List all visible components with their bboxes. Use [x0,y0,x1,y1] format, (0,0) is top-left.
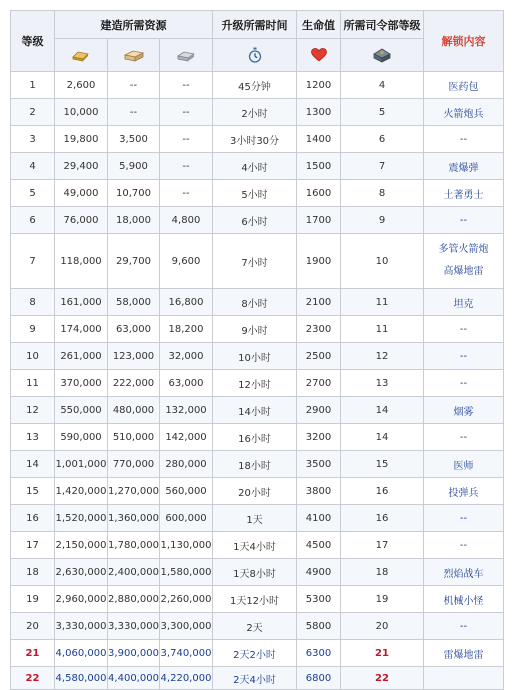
unlock-item: -- [459,377,468,389]
header-hp: 生命值 [297,11,341,39]
level-cell: 18 [11,559,55,586]
table-row [11,207,504,234]
upgrade-table [10,10,504,690]
table-row [11,505,504,532]
level-cell: 8 [11,289,55,316]
unlock-cell [424,370,504,397]
unlock-item: 烈焰战车 [443,568,484,580]
unlock-item: 机械小怪 [443,595,484,607]
hq-level-cell: 11 [341,316,424,343]
hq-level-cell: 16 [341,478,424,505]
hp-cell: 3500 [297,451,341,478]
hq-level-cell: 21 [341,640,424,667]
table-row [11,234,504,289]
wood-cost-cell: 510,000 [108,424,160,451]
unlock-cell [424,343,504,370]
gold-cost-cell: 4,580,000 [55,667,108,690]
headquarters-icon [372,47,392,63]
wood-cost-cell: -- [108,99,160,126]
gold-cost-cell: 370,000 [55,370,108,397]
unlock-item: 烟雾 [453,406,474,418]
iron-cost-cell: -- [160,180,213,207]
hp-cell: 6300 [297,640,341,667]
unlock-item: -- [459,512,468,524]
table-row [11,586,504,613]
table-row [11,343,504,370]
iron-cost-cell: 2,260,000 [160,586,213,613]
iron-cost-cell: -- [160,126,213,153]
upgrade-time-cell: 3小时30分 [213,126,297,153]
table-row [11,126,504,153]
gold-cost-cell: 19,800 [55,126,108,153]
table-row [11,316,504,343]
level-cell: 12 [11,397,55,424]
header-resources: 建造所需资源 [55,11,213,39]
hq-level-cell: 5 [341,99,424,126]
hp-cell: 2300 [297,316,341,343]
hq-level-cell: 22 [341,667,424,690]
hp-cell: 1200 [297,72,341,99]
hp-cell: 3800 [297,478,341,505]
iron-cost-cell: 4,800 [160,207,213,234]
hq-level-cell: 15 [341,451,424,478]
wood-cost-cell: 480,000 [108,397,160,424]
wood-cost-cell: 1,780,000 [108,532,160,559]
level-cell: 9 [11,316,55,343]
iron-cost-cell: 63,000 [160,370,213,397]
table-row [11,613,504,640]
hq-level-cell: 19 [341,586,424,613]
hq-level-cell: 13 [341,370,424,397]
upgrade-time-cell: 14小时 [213,397,297,424]
unlock-item: 土著勇士 [443,189,484,201]
gold-cost-cell: 261,000 [55,343,108,370]
gold-cost-cell: 1,001,000 [55,451,108,478]
upgrade-time-cell: 12小时 [213,370,297,397]
table-row [11,153,504,180]
level-cell: 10 [11,343,55,370]
hp-column-header [297,39,341,72]
gold-cost-cell: 3,330,000 [55,613,108,640]
iron-column-header [160,39,213,72]
upgrade-time-cell: 20小时 [213,478,297,505]
hp-cell: 1900 [297,234,341,289]
gold-cost-cell: 2,600 [55,72,108,99]
unlock-cell [424,397,504,424]
table-row [11,180,504,207]
unlock-item: 医师 [453,460,474,472]
unlock-cell [424,478,504,505]
iron-cost-cell: 560,000 [160,478,213,505]
table-row [11,667,504,690]
unlock-cell [424,559,504,586]
level-cell: 13 [11,424,55,451]
wood-cost-cell: 29,700 [108,234,160,289]
level-cell: 17 [11,532,55,559]
hq-level-cell: 4 [341,72,424,99]
upgrade-time-cell: 6小时 [213,207,297,234]
hp-cell: 4900 [297,559,341,586]
level-cell: 4 [11,153,55,180]
level-cell: 15 [11,478,55,505]
hq-level-cell: 7 [341,153,424,180]
upgrade-time-cell: 8小时 [213,289,297,316]
gold-column-header [55,39,108,72]
unlock-cell [424,153,504,180]
unlock-item: 高爆地雷 [443,266,484,277]
wood-cost-cell: 1,360,000 [108,505,160,532]
hq-level-cell: 11 [341,289,424,316]
hq-level-cell: 14 [341,424,424,451]
wood-cost-cell: 18,000 [108,207,160,234]
iron-cost-cell: 4,220,000 [160,667,213,690]
level-cell: 7 [11,234,55,289]
wood-cost-cell: 222,000 [108,370,160,397]
hp-cell: 1400 [297,126,341,153]
hp-cell: 5800 [297,613,341,640]
gold-cost-cell: 10,000 [55,99,108,126]
level-cell: 5 [11,180,55,207]
table-row [11,424,504,451]
wood-column-header [108,39,160,72]
iron-cost-cell: -- [160,99,213,126]
upgrade-time-cell: 45分钟 [213,72,297,99]
unlock-cell [424,640,504,667]
iron-cost-cell: 1,580,000 [160,559,213,586]
wood-cost-cell: 5,900 [108,153,160,180]
hq-level-cell: 17 [341,532,424,559]
gold-cost-cell: 49,000 [55,180,108,207]
upgrade-time-cell: 7小时 [213,234,297,289]
wood-cost-cell: 3,330,000 [108,613,160,640]
hp-cell: 2100 [297,289,341,316]
table-row [11,397,504,424]
hp-cell: 4500 [297,532,341,559]
gold-cost-cell: 118,000 [55,234,108,289]
gold-bars-icon [70,47,92,63]
unlock-cell [424,505,504,532]
iron-cost-cell: 3,740,000 [160,640,213,667]
upgrade-time-cell: 4小时 [213,153,297,180]
wood-cost-cell: 3,500 [108,126,160,153]
wood-cost-cell: 3,900,000 [108,640,160,667]
unlock-item: -- [459,620,468,632]
hq-level-cell: 9 [341,207,424,234]
unlock-item: 震爆弹 [448,162,479,174]
unlock-item: 雷爆地雷 [443,649,484,661]
level-cell: 19 [11,586,55,613]
unlock-cell [424,586,504,613]
level-cell: 20 [11,613,55,640]
unlock-cell [424,126,504,153]
iron-cost-cell: 32,000 [160,343,213,370]
table-row [11,370,504,397]
header-time: 升级所需时间 [213,11,297,39]
hp-cell: 5300 [297,586,341,613]
unlock-item: 坦克 [453,298,474,310]
upgrade-time-cell: 10小时 [213,343,297,370]
iron-ingot-icon [175,47,197,63]
hq-level-cell: 16 [341,505,424,532]
unlock-item: -- [459,133,468,145]
table-row [11,451,504,478]
unlock-item: -- [459,431,468,443]
table-row [11,72,504,99]
unlock-cell [424,451,504,478]
unlock-cell [424,667,504,690]
hp-cell: 4100 [297,505,341,532]
upgrade-time-cell: 2天4小时 [213,667,297,690]
wood-cost-cell: 2,400,000 [108,559,160,586]
gold-cost-cell: 29,400 [55,153,108,180]
unlock-item: 火箭炮兵 [443,108,484,120]
gold-cost-cell: 2,150,000 [55,532,108,559]
hq-level-cell: 14 [341,397,424,424]
hq-level-cell: 12 [341,343,424,370]
iron-cost-cell: -- [160,153,213,180]
hq-level-cell: 18 [341,559,424,586]
upgrade-time-cell: 1天8小时 [213,559,297,586]
iron-cost-cell: 142,000 [160,424,213,451]
wood-cost-cell: 4,400,000 [108,667,160,690]
level-cell: 14 [11,451,55,478]
upgrade-time-cell: 1天12小时 [213,586,297,613]
wood-cost-cell: 10,700 [108,180,160,207]
header-hq: 所需司令部等级 [341,11,424,39]
gold-cost-cell: 590,000 [55,424,108,451]
level-cell: 22 [11,667,55,690]
gold-cost-cell: 2,630,000 [55,559,108,586]
hp-cell: 1700 [297,207,341,234]
unlock-cell [424,316,504,343]
gold-cost-cell: 76,000 [55,207,108,234]
gold-cost-cell: 174,000 [55,316,108,343]
table-row [11,559,504,586]
table-row [11,99,504,126]
upgrade-table-container [10,10,504,690]
level-cell: 21 [11,640,55,667]
unlock-item: 医药包 [448,81,479,93]
level-cell: 3 [11,126,55,153]
hp-cell: 2900 [297,397,341,424]
iron-cost-cell: 9,600 [160,234,213,289]
heart-icon [311,48,327,62]
upgrade-time-cell: 2天2小时 [213,640,297,667]
wood-cost-cell: 770,000 [108,451,160,478]
unlock-cell [424,99,504,126]
unlock-cell [424,207,504,234]
unlock-item: -- [459,350,468,362]
iron-cost-cell: 18,200 [160,316,213,343]
hq-level-cell: 8 [341,180,424,207]
upgrade-time-cell: 2天 [213,613,297,640]
hq-level-cell: 20 [341,613,424,640]
unlock-cell [424,180,504,207]
unlock-cell [424,72,504,99]
iron-cost-cell: 3,300,000 [160,613,213,640]
iron-cost-cell: 16,800 [160,289,213,316]
hp-cell: 6800 [297,667,341,690]
level-cell: 1 [11,72,55,99]
level-cell: 6 [11,207,55,234]
stopwatch-icon [248,47,262,63]
gold-cost-cell: 550,000 [55,397,108,424]
iron-cost-cell: 600,000 [160,505,213,532]
gold-cost-cell: 161,000 [55,289,108,316]
unlock-item: 多管火箭炮 [438,244,489,255]
upgrade-time-cell: 1天 [213,505,297,532]
gold-cost-cell: 4,060,000 [55,640,108,667]
hp-cell: 2500 [297,343,341,370]
hq-level-cell: 10 [341,234,424,289]
upgrade-table-body [11,72,504,690]
gold-cost-cell: 1,420,000 [55,478,108,505]
upgrade-time-cell: 18小时 [213,451,297,478]
wood-cost-cell: 123,000 [108,343,160,370]
wood-crate-icon [123,47,145,63]
unlock-item: -- [459,539,468,551]
table-row [11,532,504,559]
iron-cost-cell: -- [160,72,213,99]
table-row [11,289,504,316]
level-cell: 16 [11,505,55,532]
gold-cost-cell: 2,960,000 [55,586,108,613]
iron-cost-cell: 1,130,000 [160,532,213,559]
hp-cell: 2700 [297,370,341,397]
wood-cost-cell: 63,000 [108,316,160,343]
level-cell: 2 [11,99,55,126]
unlock-item: -- [459,214,468,226]
header-level: 等级 [11,11,55,72]
upgrade-time-cell: 16小时 [213,424,297,451]
header-unlock: 解锁内容 [424,11,504,72]
unlock-cell [424,234,504,289]
unlock-item: 投弹兵 [448,487,479,499]
hp-cell: 1300 [297,99,341,126]
hq-level-cell: 6 [341,126,424,153]
hp-cell: 3200 [297,424,341,451]
unlock-item: -- [459,323,468,335]
upgrade-time-cell: 9小时 [213,316,297,343]
level-cell: 11 [11,370,55,397]
wood-cost-cell: 58,000 [108,289,160,316]
unlock-cell [424,532,504,559]
time-column-header [213,39,297,72]
upgrade-time-cell: 2小时 [213,99,297,126]
hp-cell: 1500 [297,153,341,180]
hp-cell: 1600 [297,180,341,207]
table-row [11,478,504,505]
wood-cost-cell: 1,270,000 [108,478,160,505]
wood-cost-cell: 2,880,000 [108,586,160,613]
unlock-cell [424,289,504,316]
upgrade-time-cell: 1天4小时 [213,532,297,559]
gold-cost-cell: 1,520,000 [55,505,108,532]
unlock-cell [424,424,504,451]
iron-cost-cell: 280,000 [160,451,213,478]
wood-cost-cell: -- [108,72,160,99]
iron-cost-cell: 132,000 [160,397,213,424]
hq-column-header [341,39,424,72]
upgrade-time-cell: 5小时 [213,180,297,207]
table-row [11,640,504,667]
unlock-cell [424,613,504,640]
